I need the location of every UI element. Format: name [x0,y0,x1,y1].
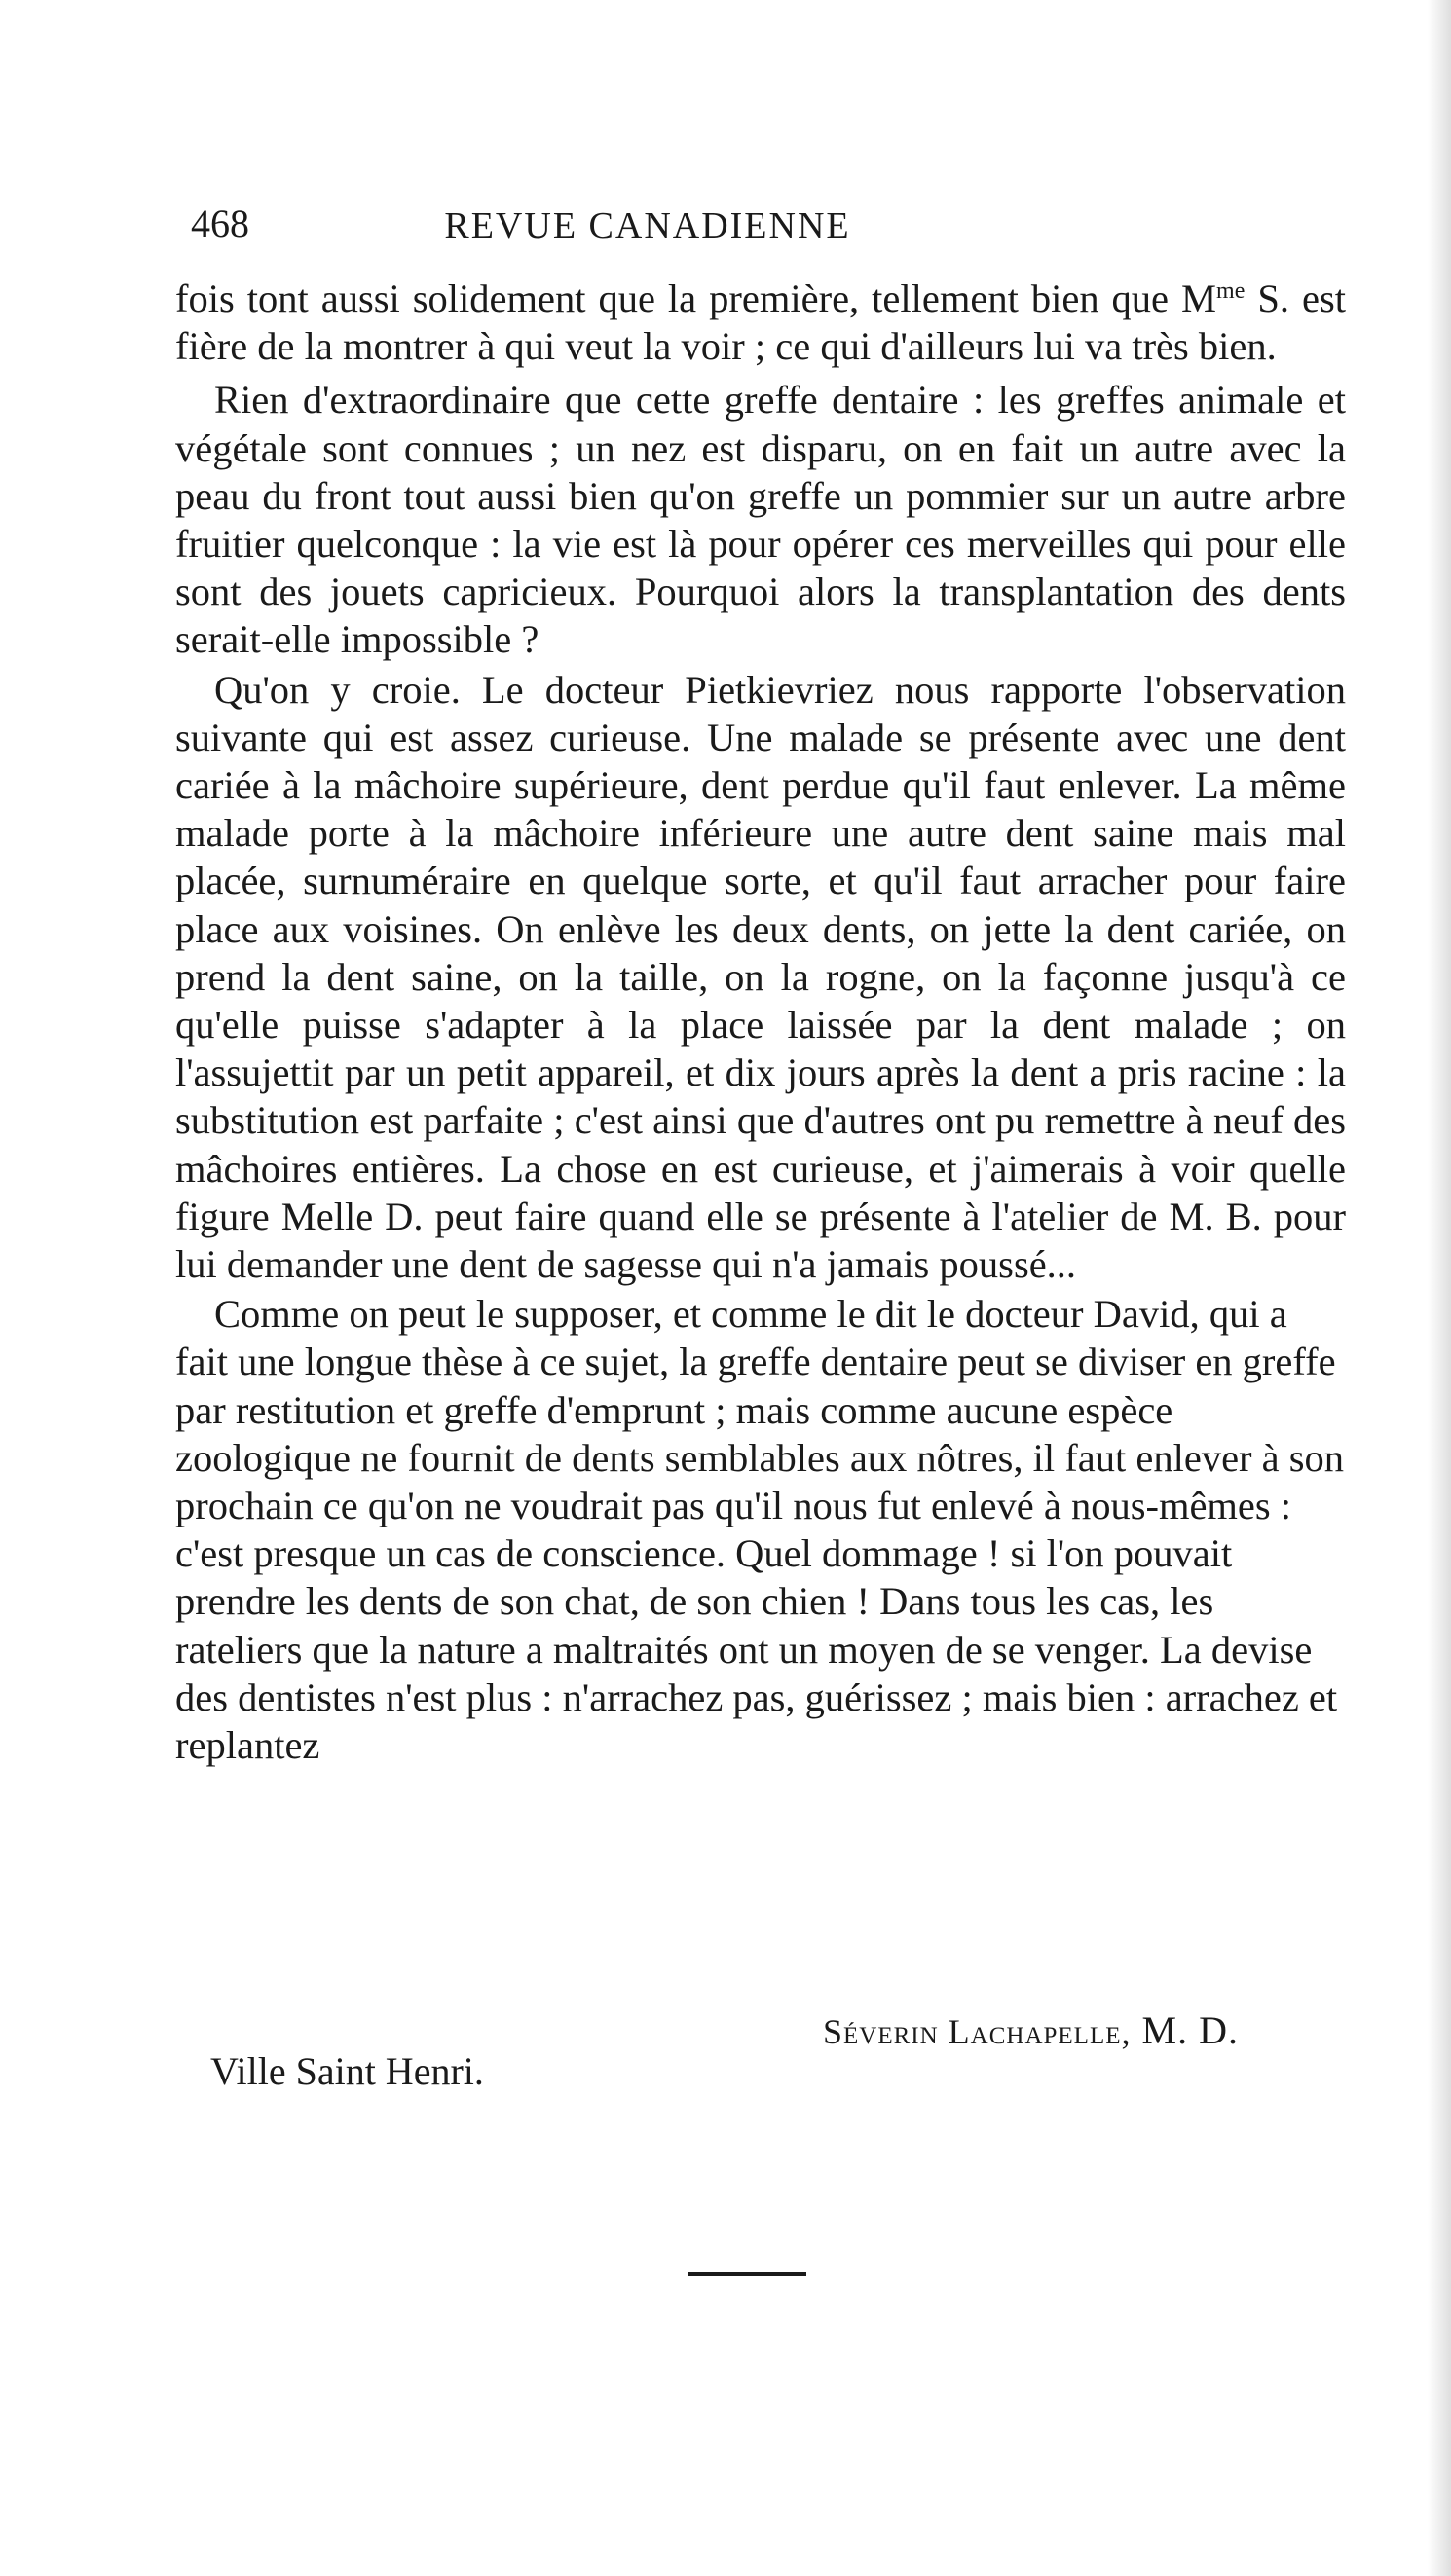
journal-title: REVUE CANADIENNE [444,205,851,246]
paragraph-continued [175,275,1346,370]
paragraph-conclusion: Comme on peut le supposer, et comme le dit le docteur David, qui a fait une longue thèse à ce sujet, la greffe dentaire peut se diviser en greffe par restitution et greffe d'emprunt ; mais comme aucune espèce zoologique ne fournit de dents semblables aux nôtres, il faut enlever à son prochain ce qu'on ne voudrait pas qu'il nous fut enlevé à nous-mêmes : c'est presque un cas de conscience. Quel dommage ! si l'on pouvait prendre les dents de son chat, de son chien ! Dans tous les cas, les rateliers que la nature a maltraités ont un moyen de se venger. La devise des dentistes n'est plus : n'arrachez pas, guérissez ; mais bien : arrachez et replantez [175,1292,1345,1768]
running-head [191,193,1007,261]
paragraph-1-text-a: fois tont aussi solidement que la première, tellement bien que M [175,276,1217,320]
end-of-article-rule [688,2272,806,2276]
author-signature [823,2007,1300,2055]
dateline-place: Ville Saint Henri. [210,2049,484,2093]
madame-abbreviation-superscript: me [1216,278,1246,304]
author-degree: M. D. [1131,2008,1239,2052]
page-number: 468 [191,202,249,245]
paragraph-dental-graft: Rien d'extraordinaire que cette greffe dentaire : les greffes animale et végétale sont connues ; un nez est disparu, on en fait un autre avec la peau du front tout aussi bien qu'on greffe un pommier sur un autre arbre fruitier quelconque : la vie est là pour opérer ces merveilles qui pour elle sont des jouets capricieux. Pourquoi alors la transplantation des dents serait-elle impossible ? [175,378,1346,662]
page-edge-shadow [1428,0,1451,2576]
paragraph-observation: Qu'on y croie. Le docteur Pietkievriez nous rapporte l'observation suivante qui est assez curieuse. Une malade se présente avec une dent cariée à la mâchoire supérieure, dent perdue qu'il faut enlever. La même malade porte à la mâchoire inférieure une autre dent saine mais mal placée, surnuméraire en quelque sorte, et qu'il faut arracher pour faire place aux voisines. On enlève les deux dents, on jette la dent cariée, on prend la dent saine, on la taille, on la rogne, on la façonne jusqu'à ce qu'elle puisse s'adapter à la place laissée par la dent malade ; on l'assujettit par un petit appareil, et dix jours après la dent a pris racine : la substitution est parfaite ; c'est ainsi que d'autres ont pu remettre à neuf des mâchoires entières. La chose en est curieuse, et j'aimerais à voir quelle figure Melle D. peut faire quand elle se présente à l'atelier de M. B. pour lui demander une dent de sagesse qui n'a jamais poussé... [175,667,1346,1287]
paragraph-1-text-b: S. est fière de la montrer à qui veut la voir ; ce qui d'ailleurs lui va très bien. [175,276,1346,369]
article-body [175,275,1346,1769]
author-name: Séverin Lachapelle, [823,2012,1132,2051]
